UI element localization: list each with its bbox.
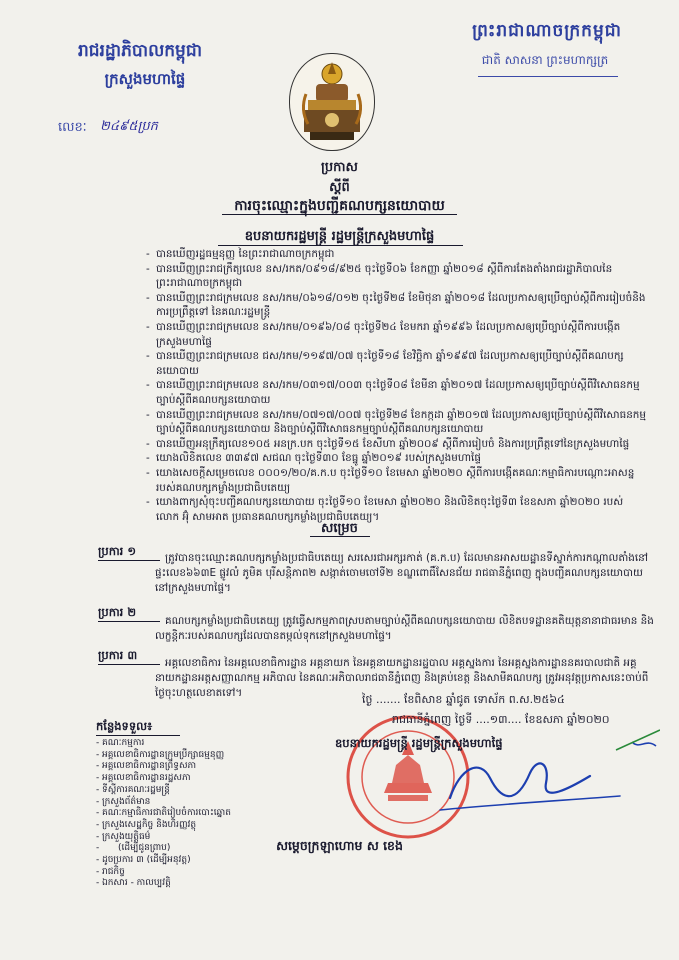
list-item: - ក្រសួងយុត្តិធម៌ [96, 832, 266, 844]
list-item: - ដូចប្រការ ៣ (ដើម្បីអនុវត្ត) [96, 855, 266, 867]
signer-name: សម្តេចក្រឡាហោម ស ខេង [276, 838, 403, 853]
list-item: - ក្រសួងព័ត៌មាន [96, 797, 266, 809]
kingdom-heading: ព្រះរាជាណាចក្រកម្ពុជា [472, 21, 622, 41]
national-motto: ជាតិ សាសនា ព្រះមហាក្សត្រ [481, 53, 609, 67]
recipients-list [96, 738, 266, 890]
decision-heading: សម្រេច [321, 521, 358, 536]
list-item: - បានឃើញព្រះរាជក្រឹត្យលេខ នស/រកត/០៩១៨/៩២៥ ចុះថ្ងៃទី០៦ ខែកញ្ញា ឆ្នាំ២០១៨ ស្តីពីការតែងតាំងរាជរដ្ឋាភិបាលនៃព្រះរាជាណាចក្រកម្ពុជា [146, 262, 646, 291]
list-item: - ឯកសារ - កាលប្បវត្តិ [96, 878, 266, 890]
article-2-underline [98, 621, 160, 622]
list-item: - បានឃើញព្រះរាជក្រមលេខ ជស/រកម/១១៩៧/០៧ ចុះថ្ងៃទី១៨ ខែវិច្ឆិកា ឆ្នាំ១៩៩៧ ដែលប្រកាសឲ្យប្រើច្បាប់ស្តីពីគណបក្សនយោបាយ [146, 349, 646, 378]
list-item: - (ដើម្បីជូនព្រាប) [96, 843, 266, 855]
reference-label: លេខៈ [58, 120, 87, 135]
issuing-authority: ឧបនាយករដ្ឋមន្ត្រី រដ្ឋមន្ត្រីក្រសួងមហាផ្ទៃ [244, 229, 435, 244]
lunar-date: ថ្ងៃ ....... ខែពិសាខ ឆ្នាំជូត ទោស័ក ព.ស.២៥៦៤ [362, 693, 565, 706]
list-item: - គណៈកម្មាធិការជាតិរៀបចំការបោះឆ្នោត [96, 808, 266, 820]
article-1-underline [98, 560, 160, 561]
signatory-title: ឧបនាយករដ្ឋមន្ត្រី រដ្ឋមន្ត្រីក្រសួងមហាផ្ទៃ [335, 736, 503, 750]
reference-number: ២៤៩៥ប្រក [100, 119, 158, 134]
list-item: - បានឃើញព្រះរាជក្រមលេខ នស/រកម/០៧១៧/០០៧ ចុះថ្ងៃទី២៨ ខែកក្កដា ឆ្នាំ២០១៧ ដែលប្រកាសឲ្យប្រើច្បាប់ស្តីពីវិសោធនកម្មច្បាប់ស្តីពីគណបក្សនយោបាយ និងច្បាប់ស្តីពីវិសោធនកម្មច្បាប់ស្តីពីគណបក្សនយោបាយ [146, 408, 646, 437]
list-item: - បានឃើញព្រះរាជក្រមលេខ នស/រកម/០៣១៧/០០៣ ចុះថ្ងៃទី០៨ ខែមីនា ឆ្នាំ២០១៧ ដែលប្រកាសឲ្យប្រើច្បាប់ស្តីពីវិសោធនកម្មច្បាប់ស្តីពីគណបក្សនយោបាយ [146, 378, 646, 407]
authority-underline [218, 245, 463, 246]
list-item: - គណៈកម្មការ [96, 738, 266, 750]
list-item: - អគ្គលេខាធិការដ្ឋានរដ្ឋសភា [96, 773, 266, 785]
decision-underline [310, 536, 370, 537]
motto-divider [478, 76, 618, 77]
article-1-label: ប្រការ ១ [98, 544, 137, 558]
ministry-heading: ក្រសួងមហាផ្ទៃ [104, 70, 186, 88]
issue-date: រាជធានីភ្នំពេញ ថ្ងៃទី ....១៣.... ខែឧសភា ឆ្នាំ២០២០ [392, 713, 610, 726]
article-3-text: អគ្គលេខាធិការ នៃអគ្គលេខាធិការដ្ឋាន អគ្គនាយក នៃអគ្គនាយកដ្ឋានរដ្ឋបាល អគ្គស្នងការ នៃអគ្គស្នងការដ្ឋាននគរបាលជាតិ អគ្គនាយកដ្ឋានអត្តសញ្ញាណកម្ម អភិបាល នៃគណៈអភិបាលរាជធានីភ្នំពេញ និងគ្រប់ខេត្ត និងសាមីគណបក្ស ត្រូវអនុវត្តប្រកាសនេះចាប់ពីថ្ងៃចុះហត្ថលេខាតទៅ។ [155, 657, 649, 699]
list-item: - បានឃើញព្រះរាជក្រមលេខ នស/រកម/០៦១៨/០១២ ចុះថ្ងៃទី២៨ ខែមិថុនា ឆ្នាំ២០១៨ ដែលប្រកាសឲ្យប្រើច្បាប់ស្តីពីការរៀបចំនិងការប្រព្រឹត្តទៅ នៃគណៈរដ្ឋមន្ត្រី [146, 291, 646, 320]
royal-emblem-icon [289, 53, 375, 151]
article-2-text: គណបក្សកម្លាំងប្រជាធិបតេយ្យ ត្រូវធ្វើសកម្មភាពស្របតាមច្បាប់ស្តីពីគណបក្សនយោបាយ លិខិតបទដ្ឋានគតិយុត្តនានាជាធរមាន និងលក្ខន្តិកៈរបស់គណបក្សដែលបានតម្កល់ទុកនៅក្រសួងមហាផ្ទៃ។ [155, 615, 654, 642]
article-1-text: ត្រូវបានចុះឈ្មោះគណបក្សកម្លាំងប្រជាធិបតេយ្យ សរសេរជាអក្សរកាត់ (គ.ក.ប) ដែលមានអាសយដ្ឋានទីស្នាក់ការកណ្តាលតាំងនៅផ្ទះលេខ៦៦៣E ផ្លូវលំ ភូមិគ បុរីសន្តិភាព២ សង្កាត់ចោមចៅទី២ ខណ្ឌពោធិ៍សែនជ័យ រាជធានីភ្នំពេញ ក្នុងបញ្ជីគណបក្សនយោបាយនៅក្រសួងមហាផ្ទៃ។ [155, 552, 649, 594]
list-item: - បានឃើញរដ្ឋធម្មនុញ្ញ នៃព្រះរាជាណាចក្រកម្ពុជា [146, 247, 646, 262]
list-item: - យោងសេចក្តីសម្រេចលេខ ០០០១/២០/គ.ក.ប ចុះថ្ងៃទី១០ ខែមេសា ឆ្នាំ២០២០ ស្តីពីការបង្កើតគណៈកម្មាធិការបណ្តោះអាសន្នរបស់គណបក្សកម្លាំងប្រជាធិបតេយ្យ [146, 466, 646, 495]
list-item: - ក្រសួងសេដ្ឋកិច្ច និងហិរញ្ញវត្ថុ [96, 820, 266, 832]
recipients-title: កន្លែងទទួល៖ [96, 719, 153, 733]
list-item: - អគ្គលេខាធិការដ្ឋានព្រឹទ្ធសភា [96, 761, 266, 773]
recipients-underline [96, 735, 180, 736]
decree-subtitle: ស្តីពី [329, 180, 350, 195]
subject-underline [222, 214, 457, 215]
list-item: - បានឃើញអនុក្រឹត្យលេខ១០៥ អនក្រ.បក ចុះថ្ងៃទី១៥ ខែសីហា ឆ្នាំ២០០៩ ស្តីពីការរៀបចំ និងការប្រព្រឹត្តទៅនៃក្រសួងមហាផ្ទៃ [146, 437, 646, 452]
article-3-label: ប្រការ ៣ [98, 648, 138, 662]
government-heading: រាជរដ្ឋាភិបាលកម្ពុជា [77, 41, 203, 61]
considerations-list [146, 247, 646, 524]
article-3-underline [98, 664, 160, 665]
list-item: - បានឃើញព្រះរាជក្រមលេខ នស/រកម/០១៩៦/០៨ ចុះថ្ងៃទី២៤ ខែមករា ឆ្នាំ១៩៩៦ ដែលប្រកាសឲ្យប្រើច្បាប់ស្តីពីការបង្កើតក្រសួងមហាផ្ទៃ [146, 320, 646, 349]
list-item: - រាជកិច្ច [96, 867, 266, 879]
list-item: - យោងលិខិតលេខ ៣៣៩៧ សជណ ចុះថ្ងៃទី៣០ ខែធ្នូ ឆ្នាំ២០១៩ របស់ក្រសួងមហាផ្ទៃ [146, 451, 646, 466]
article-2-label: ប្រការ ២ [98, 605, 137, 619]
list-item: - ទីស្តីការគណៈរដ្ឋមន្ត្រី [96, 785, 266, 797]
decree-title: ប្រកាស [321, 160, 358, 175]
decree-subject: ការចុះឈ្មោះក្នុងបញ្ជីគណបក្សនយោបាយ [234, 198, 445, 214]
handwritten-signature-icon [420, 728, 660, 828]
list-item: - យោងពាក្យសុំចុះបញ្ជីគណបក្សនយោបាយ ចុះថ្ងៃទី១០ ខែមេសា ឆ្នាំ២០២០ និងលិខិតចុះថ្ងៃទី៣ ខែឧសភា ឆ្នាំ២០២០ របស់លោក អ៊ុំ សាមអាត ប្រធានគណបក្សកម្លាំងប្រជាធិបតេយ្យ។ [146, 495, 646, 524]
list-item: - អគ្គលេខាធិការដ្ឋានក្រុមប្រឹក្សាធម្មនុញ្ញ [96, 750, 266, 762]
